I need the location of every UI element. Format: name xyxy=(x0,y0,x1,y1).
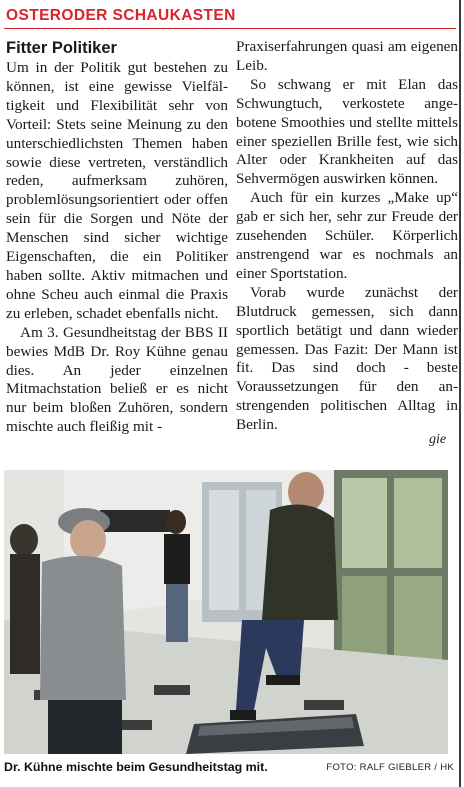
article-headline: Fitter Politiker xyxy=(6,39,117,57)
photo-caption: Dr. Kühne mischte beim Gesundheitstag mit. xyxy=(4,760,268,774)
article-paragraph: Vorab wurde zunächst der Blutdruck gemessen, sich dann sportlich betätigt und dann wieder gemessen. Das Fazit: Der Mann ist fit. Das sind doch - beste Voraussetzungen für den anstrengenden politischen Alltag in Berlin. xyxy=(236,283,458,434)
article-column-right xyxy=(236,38,458,435)
photo-caption-bar xyxy=(4,760,456,780)
photo-credit: FOTO: RALF GIEBLER / HK xyxy=(326,762,454,773)
article-column-left xyxy=(6,38,228,437)
article-paragraph: So schwang er mit Elan das Schwungtuch, verkostete angebotene Smoothies und stellte mittels einer speziellen Brille fest, wie sich Alter oder Krankheiten auf das Sehvermögen auswirken können. xyxy=(236,75,458,188)
article-paragraph: Praxiserfahrungen quasi am eigenen Leib. xyxy=(236,38,458,74)
section-title: OSTERODER SCHAUKASTEN xyxy=(6,7,236,24)
author-initials: gie xyxy=(429,432,447,447)
article xyxy=(0,38,464,458)
article-paragraph: Auch für ein kurzes „Make up“ gab er sich her, sehr zur Freude der zusehenden Schüler. Körperlich anstrengend war es nochmals an einer Sportstation. xyxy=(236,189,458,282)
article-photo xyxy=(4,470,448,754)
article-paragraph: Um in der Politik gut bestehen zu können, ist eine gewisse Vielfältigkeit und Flexibilität sehr von Vorteil: Stets seine Meinung zu den unterschiedlichsten Themen haben sowie diese vertreten, verständlich reden, aufmerksam zuhören, problemlösungsorientiert oder offen sein für die Sorgen und Nöte der Menschen sind sicher wichtige Eigenschaften, die ein Politiker haben sollte. Aktiv mitmachen und ohne Scheu auch einmal die Praxis zu erleben, schadet ebenfalls nicht. xyxy=(6,59,228,322)
article-paragraph: Am 3. Gesundheitstag der BBS II bewies MdB Dr. Roy Kühne genau dies. An jeder einzelnen Mitmachstation beließ er es nicht nur beim bloßen Zuhören, sondern mischte auch fleißig mit - xyxy=(6,323,228,436)
page-edge-rule xyxy=(459,0,461,787)
photo-illustration xyxy=(4,470,448,754)
section-header xyxy=(4,6,456,29)
